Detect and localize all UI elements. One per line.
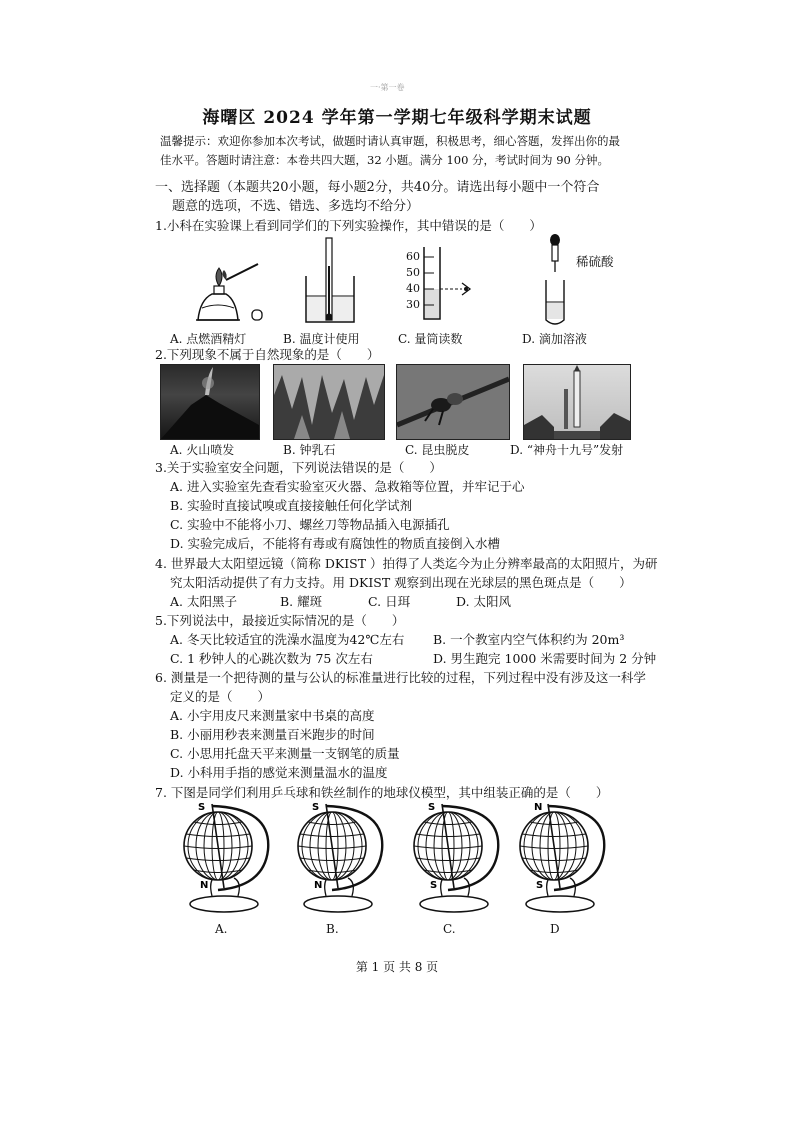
- globe-top-pole-label: S: [428, 802, 436, 813]
- q7-option-b: B.: [326, 922, 339, 936]
- page-footer: 第 1 页 共 8 页: [355, 960, 439, 974]
- q2-stem: 2.下列现象不属于自然现象的是（ ）: [155, 347, 380, 362]
- q2-option-b: B. 钟乳石: [283, 443, 336, 457]
- rocket-launch-photo: [523, 364, 631, 440]
- q4-option-b: B. 耀斑: [280, 594, 323, 609]
- q4-option-a: A. 太阳黑子: [170, 594, 237, 609]
- q3-option-b: B. 实验时直接试嗅或直接接触任何化学试剂: [170, 498, 413, 513]
- q3-option-a: A. 进入实验室先查看实验室灭火器、急救箱等位置，并牢记于心: [170, 479, 525, 494]
- globe-model-c: [402, 800, 502, 915]
- q5-option-b: B. 一个教室内空气体积约为 20m³: [433, 632, 625, 647]
- globe-top-pole-label: S: [198, 802, 206, 813]
- q1-option-a: A. 点燃酒精灯: [170, 332, 247, 346]
- q7-stem: 7. 下图是同学们利用乒乓球和铁丝制作的地球仪模型，其中组装正确的是（ ）: [155, 785, 609, 800]
- q6-option-d: D. 小科用手指的感觉来测量温水的温度: [170, 765, 388, 780]
- q1-option-c: C. 量筒读数: [398, 332, 463, 346]
- q6-stem-line-1: 6. 测量是一个把待测的量与公认的标准量进行比较的过程，下列过程中没有涉及这一科学: [155, 670, 646, 685]
- acid-label: 稀硫酸: [576, 254, 614, 269]
- header-mark: 一·第一卷: [370, 83, 405, 92]
- q5-option-a: A. 冬天比较适宜的洗澡水温度为42℃左右: [170, 632, 405, 647]
- q1-option-d: D. 滴加溶液: [522, 332, 587, 346]
- globe-bottom-pole-label: S: [536, 880, 544, 891]
- thermometer-beaker-figure: [300, 236, 360, 326]
- alcohol-lamp-figure: [190, 258, 265, 326]
- q4-stem-line-2: 究太阳活动提供了有力支持。用 DKIST 观察到出现在光球层的黑色斑点是（ ）: [170, 575, 632, 590]
- tip-line-1: 温馨提示：欢迎你参加本次考试，做题时请认真审题，积极思考，细心答题，发挥出你的最: [160, 134, 620, 148]
- cylinder-mark-40: 40: [406, 282, 420, 295]
- q6-option-a: A. 小宇用皮尺来测量家中书桌的高度: [170, 708, 375, 723]
- q2-option-d: D. “神舟十九号”发射: [510, 443, 624, 457]
- cylinder-mark-60: 60: [406, 250, 420, 263]
- dropper-tube-figure: [535, 232, 575, 328]
- q6-option-b: B. 小丽用秒表来测量百米跑步的时间: [170, 727, 375, 742]
- globe-model-a: [172, 800, 272, 915]
- stalactite-photo: [273, 364, 385, 440]
- q6-stem-line-2: 定义的是（ ）: [170, 689, 271, 704]
- tip-line-2: 佳水平。答题时请注意：本卷共四大题，32 小题。满分 100 分，考试时间为 90 分钟。: [160, 153, 609, 167]
- page-title: 海曙区 2024 学年第一学期七年级科学期末试题: [202, 108, 592, 128]
- globe-bottom-pole-label: N: [200, 880, 209, 891]
- q4-option-c: C. 日珥: [368, 594, 411, 609]
- volcano-photo: [160, 364, 260, 440]
- q2-option-a: A. 火山喷发: [170, 443, 235, 457]
- q5-option-c: C. 1 秒钟人的心跳次数为 75 次左右: [170, 651, 373, 666]
- q2-option-c: C. 昆虫脱皮: [405, 443, 470, 457]
- q6-option-c: C. 小思用托盘天平来测量一支钢笔的质量: [170, 746, 400, 761]
- q5-option-d: D. 男生跑完 1000 米需要时间为 2 分钟: [433, 651, 657, 666]
- globe-model-b: [286, 800, 386, 915]
- globe-bottom-pole-label: N: [314, 880, 323, 891]
- globe-top-pole-label: N: [534, 802, 543, 813]
- q1-stem: 1.小科在实验课上看到同学们的下列实验操作，其中错误的是（ ）: [155, 218, 542, 233]
- q1-option-b: B. 温度计使用: [283, 332, 360, 346]
- q7-option-d: D: [550, 922, 560, 936]
- q4-stem-line-1: 4. 世界最大太阳望远镜（简称 DKIST ）拍得了人类迄今为止分辨率最高的太阳照片，为研: [155, 556, 658, 571]
- insect-molting-photo: [396, 364, 510, 440]
- globe-model-d: [508, 800, 608, 915]
- cylinder-mark-30: 30: [406, 298, 420, 311]
- q3-option-c: C. 实验中不能将小刀、螺丝刀等物品插入电源插孔: [170, 517, 450, 532]
- q3-stem: 3.关于实验室安全问题，下列说法错误的是（ ）: [155, 460, 442, 475]
- cylinder-mark-50: 50: [406, 266, 420, 279]
- globe-bottom-pole-label: S: [430, 880, 438, 891]
- section-heading-line-2: 题意的选项，不选、错选、多选均不给分）: [172, 199, 420, 214]
- q3-option-d: D. 实验完成后，不能将有毒或有腐蚀性的物质直接倒入水槽: [170, 536, 501, 551]
- q4-option-d: D. 太阳风: [456, 594, 512, 609]
- section-heading-line-1: 一、选择题（本题共20小题，每小题2分，共40分。请选出每小题中一个符合: [155, 180, 600, 195]
- q5-stem: 5.下列说法中，最接近实际情况的是（ ）: [155, 613, 405, 628]
- globe-top-pole-label: S: [312, 802, 320, 813]
- q7-option-a: A.: [215, 922, 228, 936]
- q7-option-c: C.: [443, 922, 456, 936]
